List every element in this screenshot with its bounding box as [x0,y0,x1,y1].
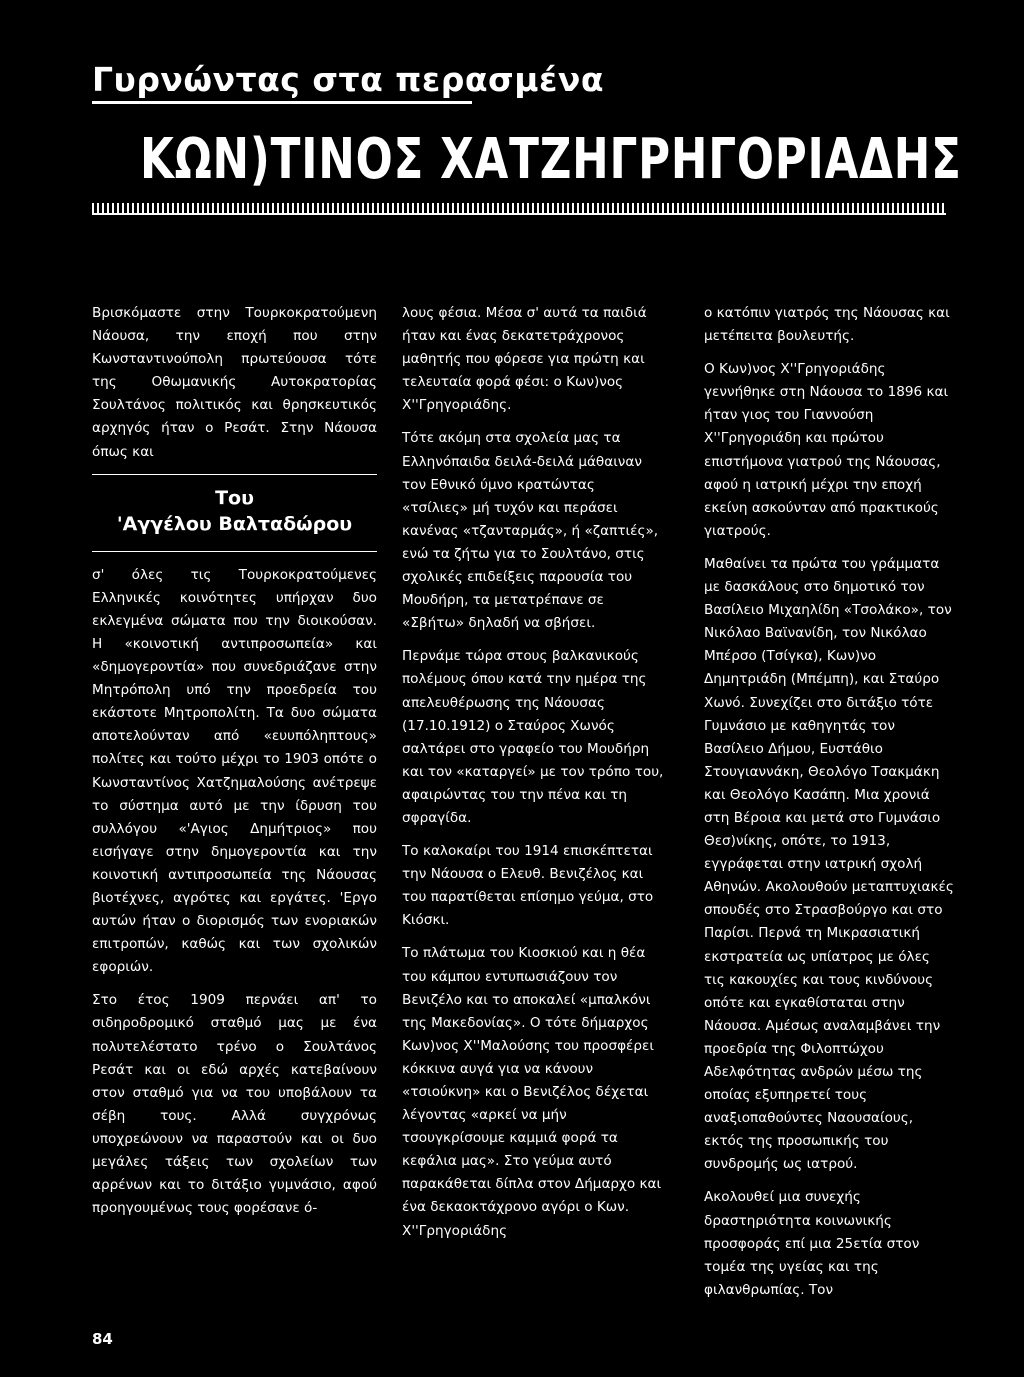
article-column-1 [92,302,377,1230]
article-headline: ΚΩΝ)ΤΙΝΟΣ ΧΑΤΖΗΓΡΗΓΟΡΙΑΔΗΣ [140,127,962,192]
paragraph: Το πλάτωμα του Κιοσκιού και η θέα του κάμπου εντυπωσιάζουν τον Βενιζέλο και το αποκαλεί «μπαλκόνι της Μακεδονίας». Ο τότε δήμαρχος Κων)νος Χ''Μαλούσης του προσφέρει κόκκινα αυγά για να κάνουν «τσιούκνη» και ο Βενιζέλος δέχεται λέγοντας «αρκεί να μήν τσουγκρίσουμε καμμιά φορά τα κεφάλια μας». Στο γεύμα αυτό παρακάθεται δίπλα στον Δήμαρχο και ένα δεκαοκτάχρονο αγόρι ο Κων. Χ''Γρηγοριάδης [402,945,662,1239]
paragraph: Ακολουθεί μια συνεχής δραστηριότητα κοινωνικής προσφοράς επί μια 25ετία στον τομέα της υγείας και της φιλανθρωπίας. Τον [704,1189,920,1298]
article-column-2 [402,302,664,1253]
section-title: Γυρνώντας στα περασμένα [92,60,605,99]
paragraph: ο κατόπιν γιατρός της Νάουσας και μετέπειτα βουλευτής. [704,305,950,345]
paragraph: Στο έτος 1909 περνάει απ' το σιδηροδρομικό σταθμό μας με ένα πολυτελέστατο τρένο ο Σουλτάνος Ρεσάτ και οι εδώ αρχές κατεβαίνουν στον σταθμό για να του υποβάλουν τα σέβη τους. Αλλά συγχρόνως υποχρεώνουν να παραστούν και οι δυο μεγάλες τάξεις των σχολείων των αρρένων και το διτάξιο γυμνάσιο, αφού προηγουμένως τους φορέσανε ό- [92,992,377,1217]
paragraph: Τότε ακόμη στα σχολεία μας τα Ελληνόπαιδα δειλά-δειλά μάθαιναν τον Εθνικό ύμνο κρατώντας «τσίλιες» μή τυχόν και περάσει κανένας «τζανταρμάς», ή «ζαπτιές», ενώ τα ζήτω για το Σουλτάνο, στις σχολικές επιδείξεις παρουσία του Μουδήρη, τα μετατρέπανε σε «Σβήτω» δηλαδή να σβήσει. [402,430,659,632]
paragraph: Το καλοκαίρι του 1914 επισκέπτεται την Νάουσα ο Ελευθ. Βενιζέλος και του παρατίθεται επίσημο γεύμα, στο Κιόσκι. [402,843,654,929]
title-underline [92,101,472,104]
paragraph: Μαθαίνει τα πρώτα του γράμματα με δασκάλους στο δημοτικό τον Βασίλειο Μιχαηλίδη «Τσολάκο», τον Νικόλαο Βαϊνανίδη, τον Νικόλαο Μπέρσο (Τσίγκα), Κων)νο Δημητριάδη (Μπέμπη), και Σταύρο Χωνό. Συνεχίζει στο διτάξιο τότε Γυμνάσιο με καθηγητάς τον Βασίλειο Δήμου, Ευστάθιο Στουγιαννάκη, Θεολόγο Τσακμάκη και Θεολόγο Κασάπη. Μια χρονιά στη Βέροια και μετά στο Γυμνάσιο Θεσ)νίκης, οπότε, το 1913, εγγράφεται στην ιατρική σχολή Αθηνών. Ακολουθούν μεταπτυχιακές σπουδές στο Στρασβούργο και στο Παρίσι. Περνά τη Μικρασιατική εκστρατεία ως υπίατρος με όλες τις κακουχίες και τους κινδύνους οπότε και εγκαθίσταται στην Νάουσα. Αμέσως αναλαμβάνει την προεδρία της Φιλοπτώχου Αδελφότητας ανδρών μέσω της οποίας εξυπηρετεί τους αναξιοπαθούντες Ναουσαίους, εκτός της προσωπικής του συνδρομής ως ιατρού. [704,555,954,1173]
article-column-3 [704,302,954,1312]
paragraph: Βρισκόμαστε στην Τουρκοκρατούμενη Νάουσα, την εποχή που στην Κωνσταντινούπολη πρωτεύουσα τότε της Οθωμανικής Αυτοκρατορίας Σουλτάνος πολιτικός και θρησκευτικός αρχηγός ήταν ο Ρεσάτ. Στην Νάουσα όπως και [92,305,377,460]
paragraph: σ' όλες τις Τουρκοκρατούμενες Ελληνικές κοινότητες υπήρχαν δυο εκλεγμένα σώματα που την διοικούσαν. Η «κοινοτική αντιπροσωπεία» και «δημογεροντία» που συνεδριάζανε στην Μητρόπολη υπό την προεδρεία του εκάστοτε Μητροπολίτη. Τα δυο σώματα αποτελούνταν από «ευυπόληπτους» πολίτες και τούτο μέχρι το 1903 οπότε ο Κωνσταντίνος Χατζημαλούσης ανέτρεψε το σύστημα αυτό με την ίδρυση του συλλόγου «'Αγιος Δημήτριος» που εισήγαγε στην δημογεροντία και την κοινοτική αντιπροσωπεία της Νάουσας βιοτέχνες, αγρότες και εργάτες. 'Εργο αυτών ήταν ο διορισμός των ενοριακών επιτροπών, καθώς και των σχολικών εφοριών. [92,566,377,976]
decorative-tick-border [92,203,946,213]
byline-author: 'Αγγέλου Βαλταδώρου [116,512,353,535]
paragraph: λους φέσια. Μέσα σ' αυτά τα παιδιά ήταν και ένας δεκατετράχρονος μαθητής που φόρεσε για πρώτη και τελευταία φορά φέσι: ο Κων)νος Χ''Γρηγοριάδης. [402,305,647,414]
page-number: 84 [92,1330,113,1348]
byline-prefix: Του [215,486,254,509]
decorative-border-base [92,213,946,215]
paragraph: Περνάμε τώρα στους βαλκανικούς πολέμους όπου κατά την ημέρα της απελευθέρωσης της Νάουσας (17.10.1912) ο Σταύρος Χωνός σαλτάρει στο γραφείο του Μουδήρη και τον «καταργεί» με τον τρόπο του, αφαιρώντας του την πένα και τη σφραγίδα. [402,648,664,826]
paragraph: Ο Κων)νος Χ''Γρηγοριάδης γεννήθηκε στη Νάουσα το 1896 και ήταν γιος του Γιαννούση Χ''Γρηγοριάδη και πρώτου επιστήμονα γιατρού της Νάουσας, αφού η ιατρική μέχρι την εποχή εκείνη ασκούνταν από πρακτικούς γιατρούς. [704,361,949,539]
byline-box [92,474,377,552]
